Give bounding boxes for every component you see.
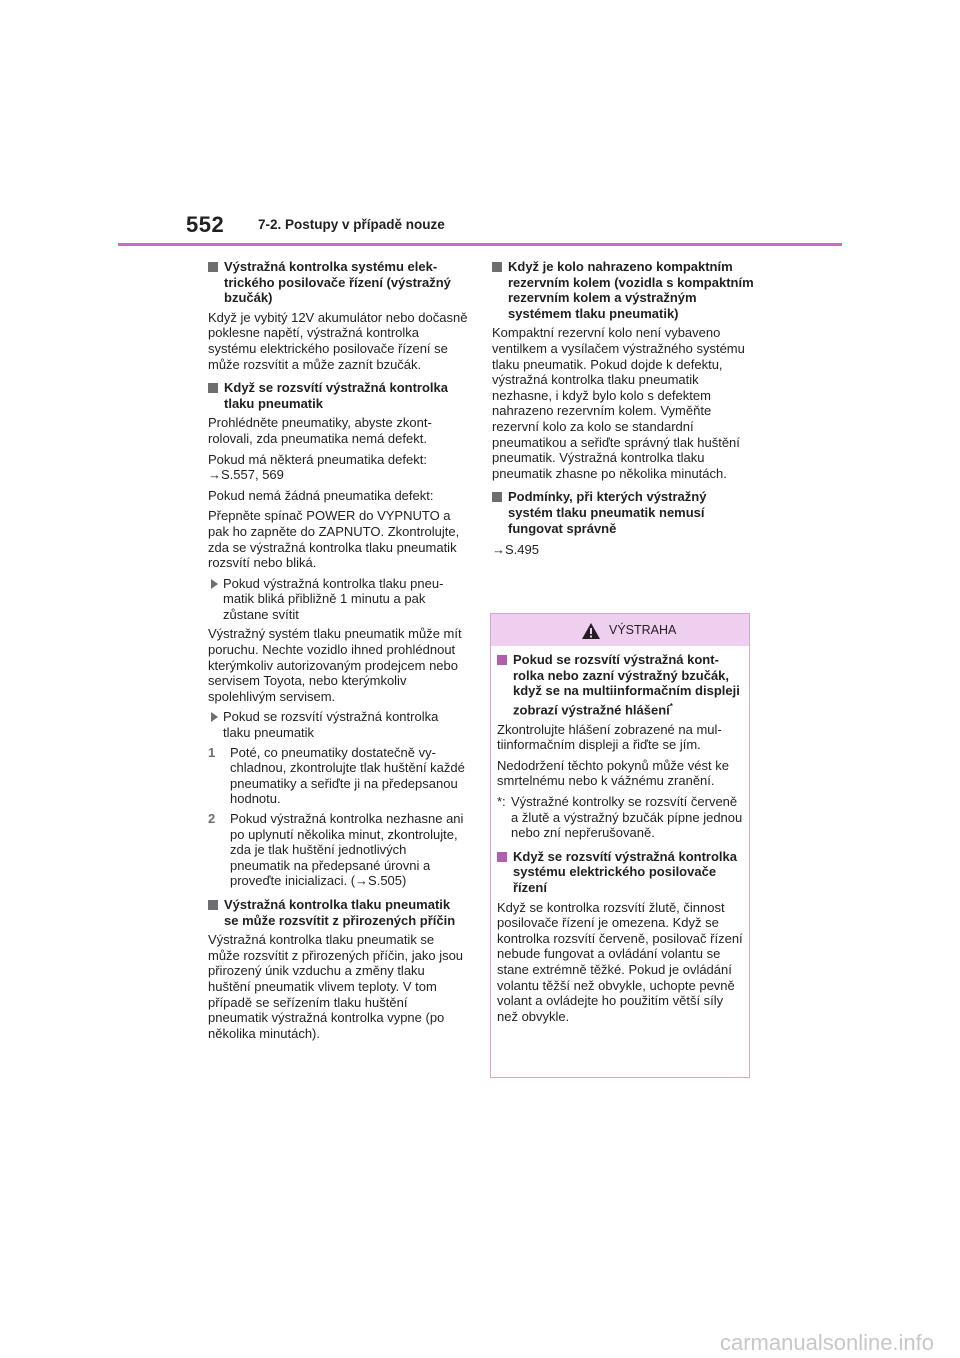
page-header [186, 212, 846, 246]
footnote-marker: * [669, 701, 673, 711]
section-heading: Výstražná kontrolka tlaku pneumatik se může rozsvítit z přirozených příčin [208, 897, 468, 928]
section-heading: Podmínky, při kterých výstražný systém tlaku pneumatik nemusí fungovat správně [492, 489, 754, 536]
section-heading: Když je kolo nahrazeno kompaktním rezervním kolem (vozidla s kompaktním rezervním kolem a výstražným systémem tlaku pneumatik) [492, 259, 754, 321]
square-bullet-icon [492, 492, 502, 502]
footnote: *: Výstražné kontrolky se rozsvítí červeně a žlutě a výstražný bzučák pípne jednou nebo zní nepřerušovaně. [497, 794, 743, 841]
warning-triangle-icon [581, 622, 601, 640]
paragraph: Když se kontrolka rozsvítí žlutě, činnost posilovače řízení je omezena. Když se kontrolka rozsvítí červeně, posilovač řízení nebude fungovat a ovládání volantu se stane extrémně těžké. Pokud je ovládání volantu těžší než obvykle, uchopte pevně volant a ovládejte ho použitím větší síly než obvykle. [497, 899, 743, 1024]
step-item: 1 Poté, co pneumatiky dostatečně vychladnou, zkontrolujte tlak huštění každé pneumatiky a seřiďte ji na předepsanou hodnotu. [208, 744, 465, 807]
watermark: carmanualsonline.info [720, 1330, 935, 1355]
triangle-bullet-icon [211, 712, 218, 722]
page-reference: →S.495 [492, 542, 539, 558]
step-number: 2 [208, 811, 216, 826]
paragraph: Přepněte spínač POWER do VYPNUTO a pak ho zapněte do ZAPNUTO. Zkontrolujte, zda se výstražná kontrolka tlaku pneumatik rozsvítí nebo bliká. [208, 508, 460, 571]
square-bullet-icon [208, 383, 218, 393]
paragraph: Když je vybitý 12V akumulátor nebo dočasně poklesne napětí, výstražná kontrolka systému elektrického posilovače řízení se může rozsvítit a může zaznít bzučák. [208, 309, 468, 372]
paragraph: Pokud nemá žádná pneumatika defekt: [208, 487, 434, 503]
paragraph: Kompaktní rezervní kolo není vybaveno ventilkem a vysílačem výstražného systému tlaku pneumatik. Pokud dojde k defektu, výstražná kontrolka tlaku pneumatik nezhasne, i když bylo kolo s defektem nahrazeno rezervním kolem. Vyměňte rezervní kolo za kolo se standardní pneumatikou a seřiďte správný tlak huštění pneumatik. Výstražná kontrolka tlaku pneumatik zhasne po několika minutách. [492, 325, 745, 481]
page-number: 552 [186, 212, 225, 237]
list-item: Pokud výstražná kontrolka tlaku pneumatik bliká přibližně 1 minutu a pak zůstane svítit [208, 576, 468, 623]
section-heading: Výstražná kontrolka systému elektrického posilovače řízení (výstražný bzučák) [208, 259, 468, 306]
section-heading: Když se rozsvítí výstražná kontrolka systému elektrického posilovače řízení [497, 849, 743, 896]
paragraph: Pokud má některá pneumatika defekt: →S.557, 569 [208, 451, 427, 483]
warning-box [490, 613, 750, 1078]
list-item: Pokud se rozsvítí výstražná kontrolka tlaku pneumatik [208, 709, 468, 740]
paragraph: Prohlédněte pneumatiky, abyste zkontrolovali, zda pneumatika nemá defekt. [208, 415, 432, 446]
header-rule [118, 243, 842, 246]
square-bullet-icon [497, 655, 507, 665]
section-heading: Pokud se rozsvítí výstražná kontrolka nebo zazní výstražný bzučák, když se na multiinformačním displeji zobrazí výstražné hlášení* [497, 652, 743, 718]
triangle-bullet-icon [211, 579, 218, 589]
step-number: 1 [208, 744, 216, 760]
footnote-marker: *: [497, 794, 506, 810]
page-reference: →S.557, 569 [208, 467, 284, 483]
warning-title: VÝSTRAHA [609, 623, 677, 637]
paragraph: Výstražná kontrolka tlaku pneumatik se může rozsvítit z přirozených příčin, jako jsou přirozený únik vzduchu a změny tlaku huštění pneumatik vlivem teploty. V tom případě se seřízením tlaku huštění pneumatik výstražná kontrolka vypne (po několika minutách). [208, 932, 464, 1041]
warning-header [491, 614, 749, 646]
square-bullet-icon [492, 262, 502, 272]
warning-body [491, 646, 749, 1038]
section-heading: Když se rozsvítí výstražná kontrolka tlaku pneumatik [208, 380, 468, 411]
square-bullet-icon [208, 262, 218, 272]
paragraph: Výstražný systém tlaku pneumatik může mít poruchu. Nechte vozidlo ihned prohlédnout kterýmkoliv autorizovaným prodejcem nebo servisem Toyota, nebo kterýmkoliv spolehlivým servisem. [208, 626, 462, 704]
section-title: 7-2. Postupy v případě nouze [258, 217, 445, 232]
paragraph: Zkontrolujte hlášení zobrazené na multiinformačním displeji a řiďte se jím. [497, 721, 722, 753]
paragraph: Nedodržení těchto pokynů může vést ke smrtelnému nebo k vážnému zranění. [497, 757, 729, 789]
square-bullet-icon [208, 900, 218, 910]
left-column [208, 259, 468, 1049]
step-item: 2 Pokud výstražná kontrolka nezhasne ani po uplynutí několika minut, zkontrolujte, zda je tlak huštění jednotlivých pneumatik na předepsané úrovni a proveďte inicializaci. (→S.505) [208, 811, 464, 889]
right-column [492, 259, 754, 566]
square-bullet-icon [497, 852, 507, 862]
